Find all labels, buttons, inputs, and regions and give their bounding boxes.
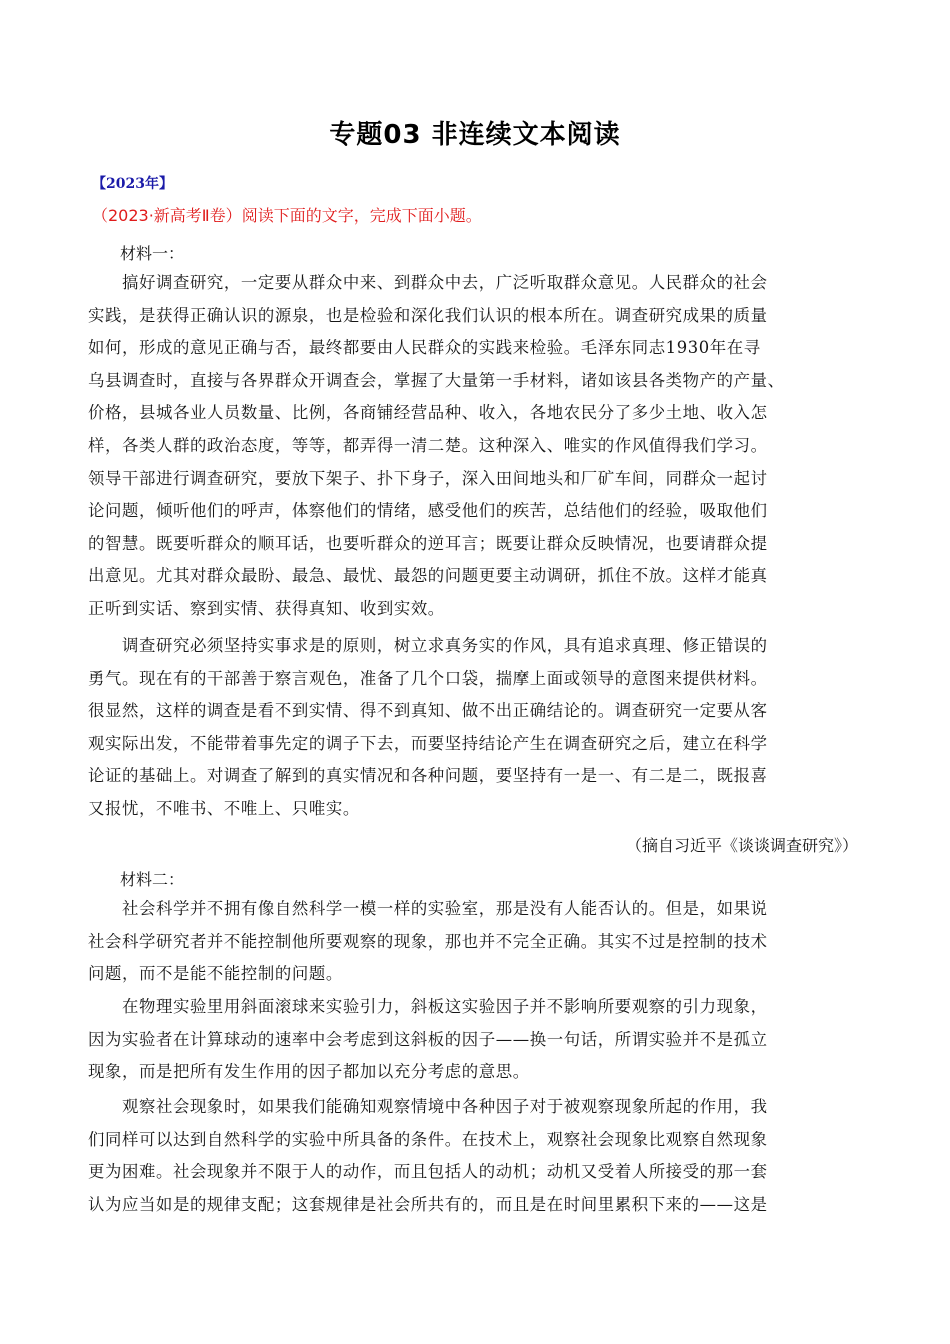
text-line: 社会科学研究者并不能控制他所要观察的现象，那也并不完全正确。其实不过是控制的技术: [88, 931, 768, 951]
text-line: 在物理实验里用斜面滚球来实验引力，斜板这实验因子并不影响所要观察的引力现象，: [88, 997, 768, 1016]
text-line: 社会科学并不拥有像自然科学一模一样的实验室，那是没有人能否认的。但是，如果说: [88, 899, 768, 918]
text-line: 问题，而不是能不能控制的问题。: [88, 964, 343, 984]
material1-paragraph1: [88, 267, 868, 626]
material1-paragraph2: [88, 630, 868, 826]
text-line: 的智慧。既要听群众的顺耳话，也要听群众的逆耳言；既要让群众反映情况，也要请群众提: [88, 533, 768, 553]
question-header: [92, 203, 482, 226]
text-line: 价格，县城各业人员数量、比例，各商铺经营品种、收入，各地农民分了多少土地、收入怎: [88, 403, 768, 423]
text-line: 搞好调查研究，一定要从群众中来、到群众中去，广泛听取群众意见。人民群众的社会: [88, 273, 768, 292]
text-line: 更为困难。社会现象并不限于人的动作，而且包括人的动机；动机又受着人所接受的那一套: [88, 1162, 768, 1182]
text-line: 观实际出发，不能带着事先定的调子下去，而要坚持结论产生在调查研究之后，建立在科学: [88, 733, 768, 753]
text-line: 勇气。现在有的干部善于察言观色，准备了几个口袋，揣摩上面或领导的意图来提供材料。: [88, 668, 768, 688]
text-line: 正听到实话、察到实情、获得真知、收到实效。: [88, 598, 445, 618]
text-line: 观察社会现象时，如果我们能确知观察情境中各种因子对于被观察现象所起的作用，我: [88, 1097, 768, 1116]
text-line: 因为实验者在计算球动的速率中会考虑到这斜板的因子——换一句话，所谓实验并不是孤立: [88, 1029, 768, 1049]
text-line: 论证的基础上。对调查了解到的真实情况和各种问题，要坚持有一是一、有二是二，既报喜: [88, 766, 768, 786]
question-source: （2023·新高考Ⅱ卷）: [92, 206, 242, 225]
text-line: 样，各类人群的政治态度，等等，都弄得一清二楚。这种深入、唯实的作风值得我们学习。: [88, 435, 768, 455]
question-prompt: 阅读下面的文字，完成下面小题。: [241, 206, 482, 225]
text-line: 们同样可以达到自然科学的实验中所具备的条件。在技术上，观察社会现象比观察自然现象: [88, 1129, 768, 1149]
material2-heading: 材料二：: [120, 870, 185, 889]
text-line: 认为应当如是的规律支配；这套规律是社会所共有的，而且是在时间里累积下来的——这是: [88, 1194, 768, 1214]
text-line: 如何，形成的意见正确与否，最终都要由人民群众的实践来检验。毛泽东同志1930年在寻: [88, 338, 761, 358]
text-line: 领导干部进行调查研究，要放下架子、扑下身子，深入田间地头和厂矿车间，同群众一起讨: [88, 468, 768, 488]
material1-attribution: （摘自习近平《谈谈调查研究》）: [625, 836, 858, 855]
text-line: 很显然，这样的调查是看不到实情、得不到真知、做不出正确结论的。调查研究一定要从客: [88, 701, 768, 721]
year-tag: 【2023年】: [92, 176, 173, 192]
text-line: 实践，是获得正确认识的源泉，也是检验和深化我们认识的根本所在。调查研究成果的质量: [88, 305, 768, 325]
text-line: 乌县调查时，直接与各界群众开调查会，掌握了大量第一手材料，诸如该县各类物产的产量、: [88, 370, 785, 390]
text-line: 调查研究必须坚持实事求是的原则，树立求真务实的作风，具有追求真理、修正错误的: [88, 636, 768, 655]
text-line: 出意见。尤其对群众最盼、最急、最忧、最怨的问题更要主动调研，抓住不放。这样才能真: [88, 566, 768, 586]
text-line: 论问题，倾听他们的呼声，体察他们的情绪，感受他们的疾苦，总结他们的经验，吸取他们: [88, 501, 768, 521]
material2-paragraph3: [88, 1091, 868, 1221]
text-line: 又报忧，不唯书、不唯上、只唯实。: [88, 798, 360, 818]
page-title: 专题03 非连续文本阅读: [329, 120, 621, 150]
material1-heading: 材料一：: [120, 244, 185, 263]
material2-paragraph1: [88, 893, 868, 991]
text-line: 现象，而是把所有发生作用的因子都加以充分考虑的意思。: [88, 1062, 530, 1082]
material2-paragraph2: [88, 991, 868, 1089]
